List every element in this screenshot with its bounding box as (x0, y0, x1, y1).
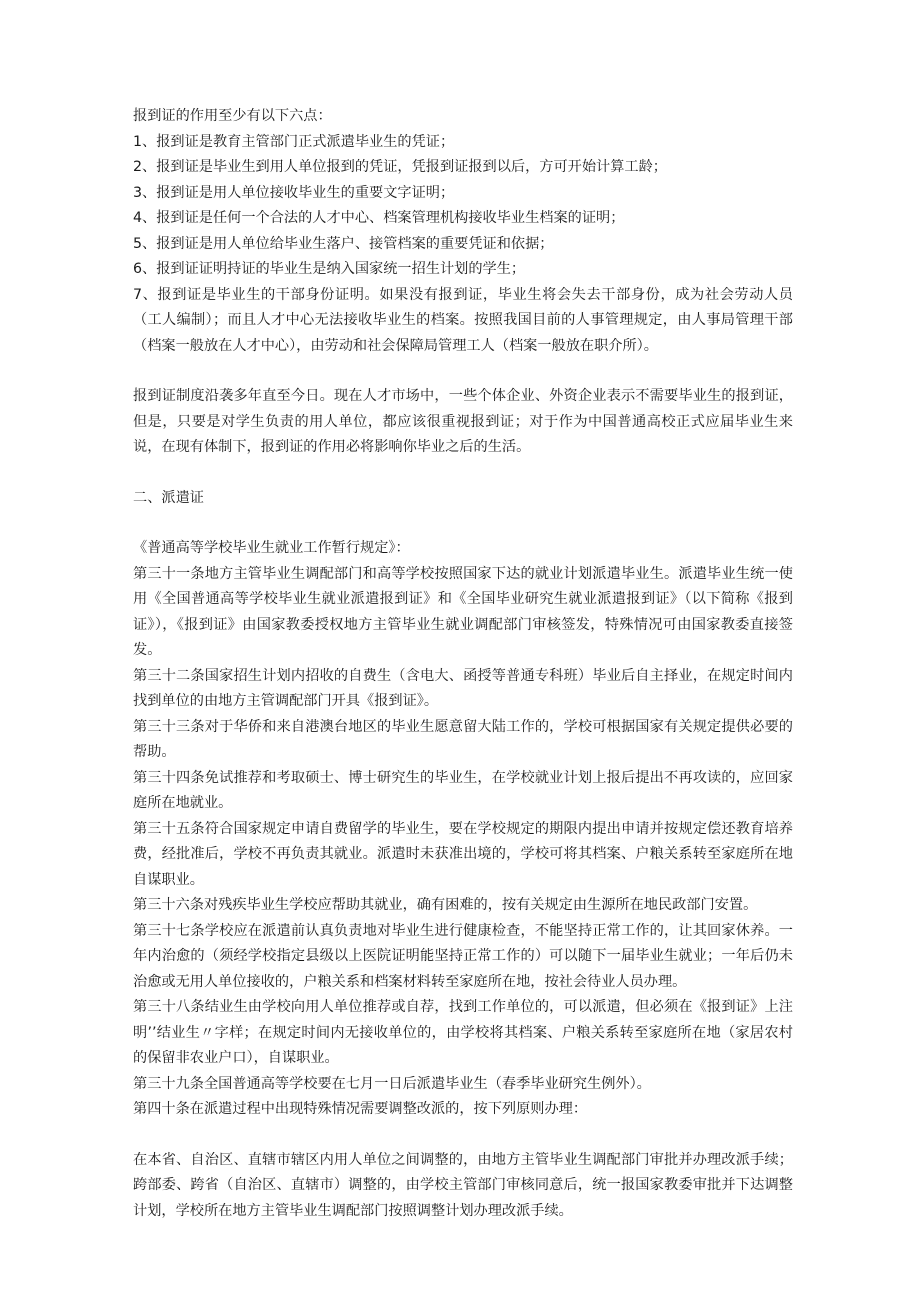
article-paragraph: 第三十二条国家招生计划内招收的自费生（含电大、函授等普通专科班）毕业后自主择业，在规定时间内找到单位的由地方主管调配部门开具《报到证》。 (133, 667, 793, 709)
section2-heading: 二、派遣证 (133, 489, 204, 506)
list-item: 5、报到证是用人单位给毕业生落户、接管档案的重要凭证和依据； (133, 235, 554, 252)
article-paragraph: 第四十条在派遣过程中出现特殊情况需要调整改派的，按下列原则办理： (133, 1101, 588, 1117)
section1-intro: 报到证的作用至少有以下六点： (133, 108, 332, 124)
article-paragraph: 第三十六条对残疾毕业生学校应帮助其就业，确有困难的，按有关规定由生源所在地民政部门安置。 (133, 897, 758, 913)
article-paragraph: 第三十一条地方主管毕业生调配部门和高等学校按照国家下达的就业计划派遣毕业生。派遣毕业生统一使用《全国普通高等学校毕业生就业派遣报到证》和《全国毕业研究生就业派遣报到证》（以下简称《报到证》），《报到证》由国家教委授权地方主管毕业生就业调配部门审核签发，特殊情况可由国家教委直接签发。 (133, 565, 793, 658)
article-paragraph: 第三十三条对于华侨和来自港澳台地区的毕业生愿意留大陆工作的，学校可根据国家有关规定提供必要的帮助。 (133, 718, 793, 760)
article-paragraph: 第三十八条结业生由学校向用人单位推荐或自荐，找到工作单位的，可以派遣，但必须在《报到证》上注明’’结业生〃字样；在规定时间内无接收单位的，由学校将其档案、户粮关系转至家庭所在地（家居农村的保留非农业户口），自谋职业。 (133, 999, 793, 1066)
list-item: 1、报到证是教育主管部门正式派遣毕业生的凭证； (133, 133, 455, 150)
document-body (133, 104, 793, 1224)
list-item: 7、报到证是毕业生的干部身份证明。如果没有报到证，毕业生将会失去干部身份，成为社会劳动人员（工人编制）；而且人才中心无法接收毕业生的档案。按照我国目前的人事管理规定，由人事局管理干部（档案一般放在人才中心），由劳动和社会保障局管理工人（档案一般放在职介所）。 (133, 286, 793, 354)
list-item: 4、报到证是任何一个合法的人才中心、档案管理机构接收毕业生档案的证明； (133, 210, 625, 226)
closing-paragraph: 在本省、自治区、直辖市辖区内用人单位之间调整的，由地方主管毕业生调配部门审批并办理改派手续；跨部委、跨省（自治区、直辖市）调整的，由学校主管部门审核同意后，统一报国家教委审批并下达调整计划，学校所在地方主管毕业生调配部门按照调整计划办理改派手续。 (133, 1151, 793, 1219)
list-item: 3、报到证是用人单位接收毕业生的重要文字证明； (133, 184, 455, 201)
list-item: 6、报到证证明持证的毕业生是纳入国家统一招生计划的学生； (133, 261, 526, 277)
article-paragraph: 第三十五条符合国家规定申请自费留学的毕业生，要在学校规定的期限内提出申请并按规定偿还教育培养费，经批准后，学校不再负责其就业。派遣时未获准出境的，学校可将其档案、户粮关系转至家庭所在地自谋职业。 (133, 820, 793, 888)
list-item: 2、报到证是毕业生到用人单位报到的凭证，凭报到证报到以后，方可开始计算工龄； (133, 159, 667, 175)
section2-source: 《普通高等学校毕业生就业工作暂行规定》： (133, 540, 410, 556)
article-paragraph: 第三十九条全国普通高等学校要在七月一日后派遣毕业生（春季毕业研究生例外）。 (133, 1075, 651, 1092)
section1-summary: 报到证制度沿袭多年直至今日。现在人才市场中，一些个体企业、外资企业表示不需要毕业生的报到证，但是，只要是对学生负责的用人单位，都应该很重视报到证；对于作为中国普通高校正式应届毕业生来说，在现有体制下，报到证的作用必将影响你毕业之后的生活。 (133, 388, 793, 455)
article-paragraph: 第三十七条学校应在派遣前认真负责地对毕业生进行健康检查，不能坚持正常工作的，让其回家休养。一年内治愈的（须经学校指定县级以上医院证明能坚持正常工作的）可以随下一届毕业生就业；一年后仍未治愈或无用人单位接收的，户粮关系和档案材料转至家庭所在地，按社会待业人员办理。 (133, 922, 793, 990)
article-paragraph: 第三十四条免试推荐和考取硕士、博士研究生的毕业生，在学校就业计划上报后提出不再攻读的，应回家庭所在地就业。 (133, 769, 793, 811)
